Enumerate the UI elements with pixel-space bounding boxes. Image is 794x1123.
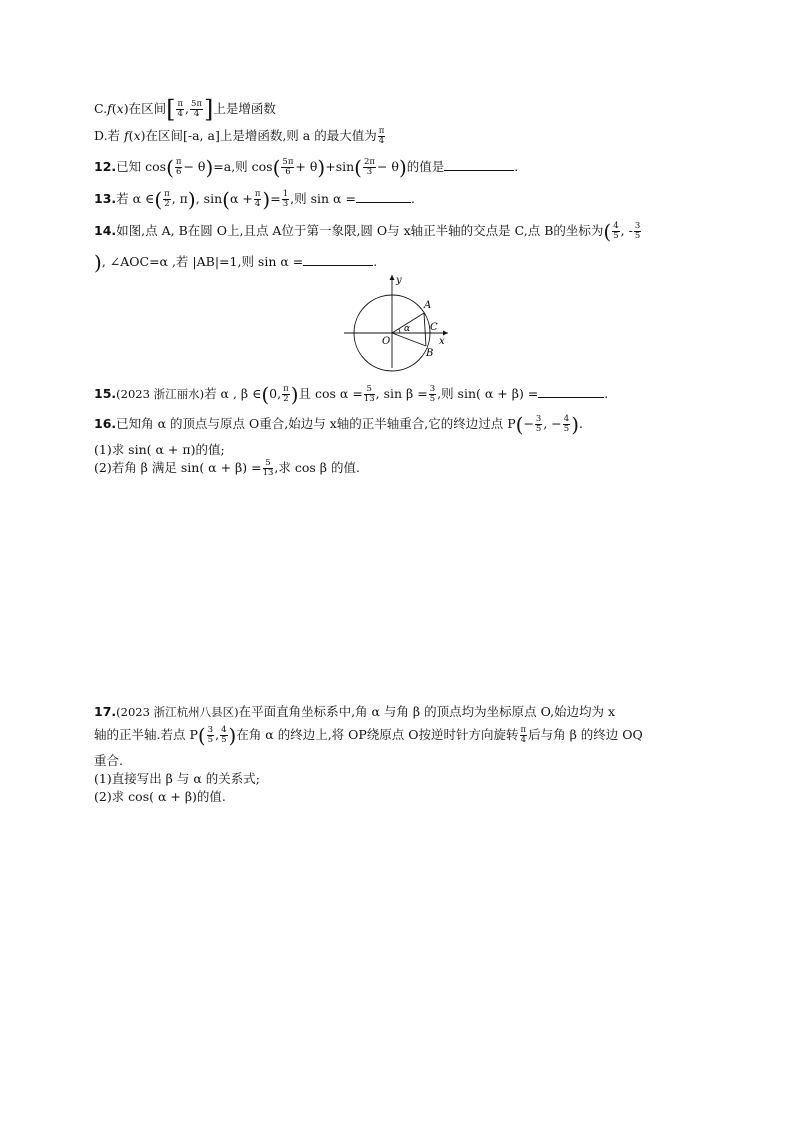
label-y: y: [396, 275, 402, 286]
y-axis-arrow: [390, 275, 395, 280]
answer-blank[interactable]: [303, 253, 373, 266]
question-17-line3: 重合.: [94, 753, 123, 768]
label-alpha: α: [404, 324, 411, 334]
question-12: 12.已知 cos( $\frac{\pi}{6}$ − θ)=a,则 cos( $\frac{5\pi}{6}$ + θ)+sin( $\frac{2\pi}{3}$ − θ)的值是 .: [94, 155, 519, 180]
question-16: 16.已知角 α 的顶点与原点 O重合,始边与 x轴的正半轴重合,它的终边过点 P(− $\frac{3}{5}$ , − $\frac{4}{5}$ ).: [94, 412, 583, 437]
label-c: C: [430, 322, 438, 333]
segment-ab: [424, 313, 426, 346]
question-17-part1: (1)直接写出 β 与 α 的关系式;: [94, 771, 260, 786]
question-15: 15.(2023 浙江丽水)若 α , β ∈(0, $\frac{\pi}{2}$ )且 cos α = $\frac{5}{13}$ , sin β = $\frac{3}{5}$ ,则 sin( α + β) = .: [94, 382, 609, 407]
segment-ob: [392, 333, 426, 346]
question-14-cont: ), ∠AOC=α ,若 |AB|=1,则 sin α = .: [94, 250, 378, 275]
x-axis-arrow: [443, 331, 448, 336]
question-17: 17.(2023 浙江杭州八县区)在平面直角坐标系中,角 α 与角 β 的顶点均为坐标原点 O,始边均为 x: [94, 704, 616, 719]
question-16-part2: (2)若角 β 满足 sin( α + β) = $\frac{5}{13}$ ,求 cos β 的值.: [94, 458, 360, 478]
question-17-part2: (2)求 cos( α + β)的值.: [94, 789, 226, 804]
angle-arc: [399, 329, 400, 333]
question-17-line2: 轴的正半轴.若点 P( $\frac{3}{5}$ , $\frac{4}{5}$ )在角 α 的终边上,将 OP绕原点 O按逆时针方向旋转 $\frac{\pi}{4}$ 后与角 β 的终边 OQ: [94, 723, 643, 748]
label-b: B: [426, 348, 434, 359]
question-13: 13.若 α ∈( $\frac{\pi}{2}$ , π), sin(α + $\frac{\pi}{4}$ )= $\frac{1}{3}$ ,则 sin α = .: [94, 187, 415, 212]
answer-blank[interactable]: [444, 158, 514, 171]
label-o: O: [382, 336, 391, 347]
answer-blank[interactable]: [356, 190, 411, 203]
label-a: A: [424, 300, 432, 311]
circle-figure: [340, 272, 455, 372]
option-d: D.若 f(x)在区间[-a, a]上是增函数,则 a 的最大值为 $\frac{\pi}{4}$: [94, 126, 385, 146]
question-14: 14.如图,点 A, B在圆 O上,且点 A位于第一象限,圆 O与 x轴正半轴的交点是 C,点 B的坐标为( $\frac{4}{5}$ , - $\frac{3}{5}$: [94, 219, 641, 244]
label-x: x: [439, 336, 445, 347]
answer-blank[interactable]: [538, 385, 604, 398]
question-16-part1: (1)求 sin( α + π)的值;: [94, 442, 225, 457]
option-c: C.f(x)在区间[ $\frac{\pi}{4}$ , $\frac{5\pi}{4}$ ]上是增函数: [94, 95, 276, 124]
